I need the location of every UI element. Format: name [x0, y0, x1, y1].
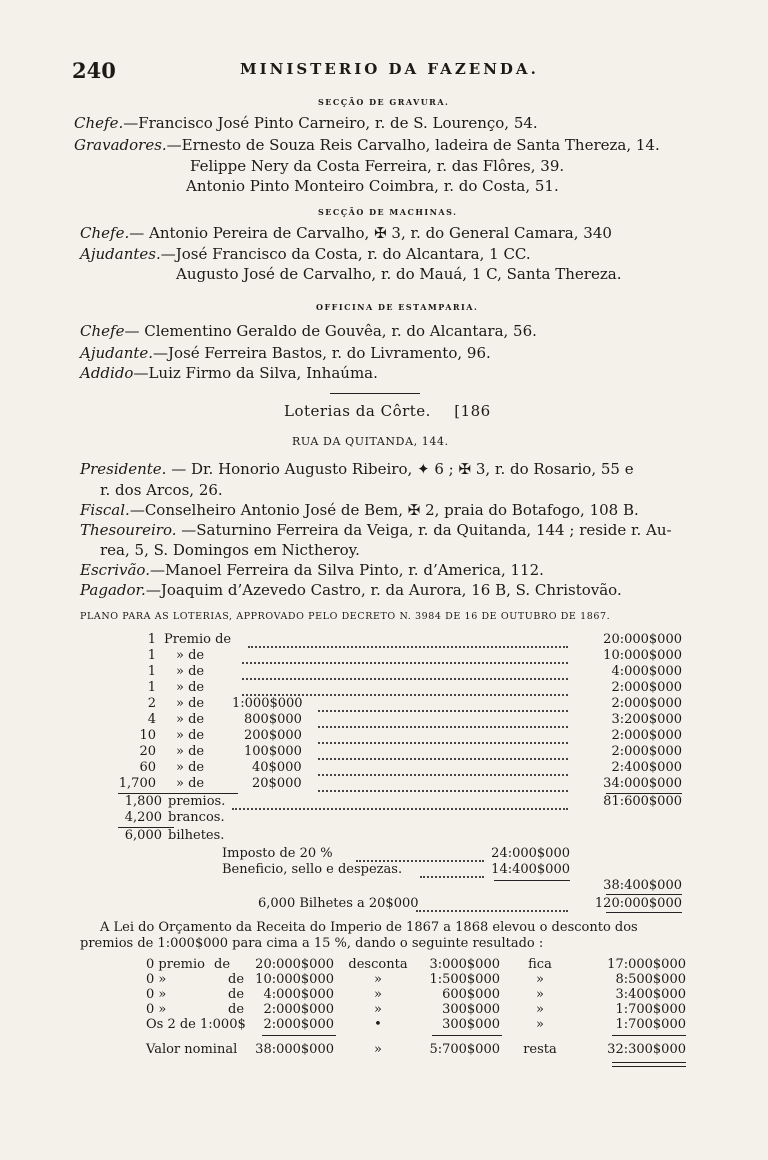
lei-row-value: 4:000$000 — [263, 987, 334, 1002]
brancos-label: brancos. — [168, 810, 225, 825]
lei-row-net: 1:700$000 — [615, 1002, 686, 1017]
lei-total-desc: 5:700$000 — [429, 1042, 500, 1057]
lei-row-verb: • — [374, 1017, 382, 1032]
prize-total: 2:400$000 — [611, 760, 682, 775]
premios-total: 81:600$000 — [603, 794, 682, 809]
gravura-line-3: Felippe Nery da Costa Ferreira, r. das Flôres, 39. — [190, 157, 565, 175]
prize-total: 20:000$000 — [603, 632, 682, 647]
prize-total: 10:000$000 — [603, 648, 682, 663]
lei-row-de: de — [214, 957, 231, 972]
prize-qty: 4 — [147, 712, 156, 727]
role-label: Addido — [80, 364, 134, 382]
section-title-gravura: SECÇÃO DE GRAVURA. — [318, 97, 450, 107]
prize-total: 2:000$000 — [611, 696, 682, 711]
prize-qty: 10 — [139, 728, 156, 743]
leader-dots — [318, 774, 568, 776]
lei-row-label: 0 premio — [146, 957, 205, 972]
lei-row-label: 0 » — [146, 972, 167, 987]
prize-total: 4:000$000 — [611, 664, 682, 679]
loterias-line-5: rea, 5, S. Domingos em Nictheroy. — [100, 541, 360, 559]
loterias-address: RUA DA QUITANDA, 144. — [292, 435, 449, 448]
leader-dots — [318, 758, 568, 760]
prize-word: » de — [176, 712, 205, 727]
lei-line-2: premios de 1:000$000 para cima a 15 %, dando o seguinte resultado : — [80, 936, 544, 951]
role-label: Presidente. — [80, 460, 167, 478]
prize-word: » de — [176, 776, 205, 791]
prize-word: » de — [176, 760, 205, 775]
prize-word: » de — [176, 728, 205, 743]
entry-text: — Antonio Pereira de Carvalho, ✠ 3, r. do General Camara, 340 — [129, 224, 612, 242]
lei-row-net: 17:000$000 — [607, 957, 686, 972]
prize-value: 40$000 — [252, 760, 302, 775]
role-label: Escrivão. — [80, 561, 150, 579]
section-title-estamparia: OFFICINA DE ESTAMPARIA. — [316, 302, 479, 312]
sum-rule — [494, 880, 570, 881]
lei-row-verb: desconta — [348, 957, 408, 972]
loterias-heading: Loterias da Côrte. — [284, 402, 431, 420]
lei-total-verb2: resta — [523, 1042, 557, 1057]
beneficio-value: 14:400$000 — [491, 862, 570, 877]
leader-dots — [318, 742, 568, 744]
lei-row-de: de — [228, 972, 245, 987]
role-label: Chefe. — [80, 224, 130, 242]
subtotal: 38:400$000 — [603, 878, 682, 893]
lei-row-net: 3:400$000 — [615, 987, 686, 1002]
role-label: Gravadores. — [74, 136, 167, 154]
lei-row-verb2: » — [536, 1002, 544, 1017]
role-label: Pagador. — [80, 581, 146, 599]
prize-qty: 1 — [147, 680, 156, 695]
beneficio-label: Beneficio, sello e despezas. — [222, 862, 403, 877]
entry-text: — Dr. Honorio Augusto Ribeiro, ✦ 6 ; ✠ 3, r. do Rosario, 55 e — [166, 460, 634, 478]
leader-dots — [248, 646, 568, 648]
prize-total: 2:000$000 — [611, 680, 682, 695]
entry-text: —José Ferreira Bastos, r. do Livramento, 96. — [153, 344, 491, 362]
prize-value: 1:000$000 — [232, 696, 303, 711]
prize-qty: 1 — [147, 632, 156, 647]
entry-text: — Clementino Geraldo de Gouvêa, r. do Alcantara, 56. — [124, 322, 537, 340]
leader-dots — [232, 808, 568, 810]
prize-qty: 1,700 — [118, 776, 156, 791]
entry-text: —Saturnino Ferreira da Veiga, r. da Quitanda, 144 ; reside r. Au- — [176, 521, 672, 539]
lei-row-verb: » — [374, 1002, 382, 1017]
loterias-year: [186 — [454, 402, 491, 420]
prize-value: 800$000 — [244, 712, 302, 727]
lei-row-verb2: » — [536, 1017, 544, 1032]
sum-rule — [432, 1035, 502, 1036]
entry-text: —Joaquim d’Azevedo Castro, r. da Aurora, 16 B, S. Christovão. — [145, 581, 622, 599]
leader-dots — [242, 678, 568, 680]
prize-value: 100$000 — [244, 744, 302, 759]
premios-label: premios. — [168, 794, 226, 809]
prize-word: » de — [176, 680, 205, 695]
entry-text: —Conselheiro Antonio José de Bem, ✠ 2, praia do Botafogo, 108 B. — [129, 501, 639, 519]
plano-heading: PLANO PARA AS LOTERIAS, APPROVADO PELO DECRETO N. 3984 DE 16 DE OUTUBRO DE 1867. — [80, 611, 611, 622]
lei-row-value: 20:000$000 — [255, 957, 334, 972]
page-number: 240 — [72, 58, 116, 83]
sum-rule — [606, 894, 682, 895]
role-label: Chefe. — [74, 114, 124, 132]
entry-text: —Francisco José Pinto Carneiro, r. de S. Lourenço, 54. — [123, 114, 538, 132]
lei-row-label: 0 » — [146, 1002, 167, 1017]
sum-rule — [612, 1066, 686, 1067]
lei-row-net: 8:500$000 — [615, 972, 686, 987]
prize-word: » de — [176, 744, 205, 759]
lei-row-desc: 300$000 — [442, 1002, 500, 1017]
brancos-qty: 4,200 — [124, 810, 162, 825]
lei-row-desc: 300$000 — [442, 1017, 500, 1032]
sum-rule — [262, 1035, 336, 1036]
lei-row-desc: 1:500$000 — [429, 972, 500, 987]
lei-row-verb2: » — [536, 972, 544, 987]
lei-row-value: 2:000$000 — [263, 1002, 334, 1017]
prize-qty: 1 — [147, 664, 156, 679]
lei-row-verb2: » — [536, 987, 544, 1002]
prize-total: 34:000$000 — [603, 776, 682, 791]
leader-dots — [318, 790, 568, 792]
premios-qty: 1,800 — [124, 794, 162, 809]
leader-dots — [416, 910, 568, 912]
lei-row-label: 0 » — [146, 987, 167, 1002]
lei-row-de: de — [228, 987, 245, 1002]
role-label: Ajudante. — [80, 344, 154, 362]
role-label: Chefe — [80, 322, 125, 340]
prize-total: 2:000$000 — [611, 744, 682, 759]
leader-dots — [242, 662, 568, 664]
bilhetes-qty: 6,000 — [124, 828, 162, 843]
prize-word: » de — [176, 664, 205, 679]
lei-row-net: 1:700$000 — [615, 1017, 686, 1032]
sum-rule — [606, 912, 682, 913]
loterias-line-2: r. dos Arcos, 26. — [100, 481, 223, 499]
imposto-value: 24:000$000 — [491, 846, 570, 861]
entry-text: —José Francisco da Costa, r. do Alcantara, 1 CC. — [160, 245, 531, 263]
prize-qty: 1 — [147, 648, 156, 663]
lei-total-verb: » — [374, 1042, 382, 1057]
prize-value: 200$000 — [244, 728, 302, 743]
lei-row-value: 10:000$000 — [255, 972, 334, 987]
entry-text: —Manoel Ferreira da Silva Pinto, r. d’America, 112. — [149, 561, 544, 579]
prize-value: 20$000 — [252, 776, 302, 791]
prize-word: Premio de — [164, 632, 232, 647]
imposto-label: Imposto de 20 % — [222, 846, 333, 861]
prize-qty: 60 — [139, 760, 156, 775]
machinas-line-3: Augusto José de Carvalho, r. do Mauá, 1 C, Santa Thereza. — [176, 265, 622, 283]
bilhetes-label: bilhetes. — [168, 828, 225, 843]
sum-rule — [612, 1062, 686, 1063]
grand-total: 120:000$000 — [594, 896, 682, 911]
running-title: MINISTERIO DA FAZENDA. — [240, 60, 539, 78]
gravura-line-4: Antonio Pinto Monteiro Coimbra, r. do Costa, 51. — [186, 177, 559, 195]
prize-qty: 2 — [147, 696, 156, 711]
grand-label: 6,000 Bilhetes a 20$000 — [258, 896, 419, 911]
leader-dots — [318, 726, 568, 728]
lei-row-value: 2:000$000 — [263, 1017, 334, 1032]
prize-total: 3:200$000 — [611, 712, 682, 727]
role-label: Thesoureiro. — [80, 521, 177, 539]
lei-row-verb: » — [374, 972, 382, 987]
lei-row-verb2: fica — [528, 957, 552, 972]
lei-row-de: de — [228, 1002, 245, 1017]
leader-dots — [318, 710, 568, 712]
lei-row-desc: 3:000$000 — [429, 957, 500, 972]
sum-rule — [612, 1035, 686, 1036]
entry-text: —Luiz Firmo da Silva, Inhaúma. — [133, 364, 378, 382]
section-title-machinas: SECÇÃO DE MACHINAS. — [318, 207, 458, 217]
lei-row-label: Os 2 de 1:000$ — [146, 1017, 246, 1032]
lei-total-value: 38:000$000 — [255, 1042, 334, 1057]
lei-row-verb: » — [374, 987, 382, 1002]
lei-line-1: A Lei do Orçamento da Receita do Imperio de 1867 a 1868 elevou o desconto dos — [100, 920, 638, 935]
entry-text: —Ernesto de Souza Reis Carvalho, ladeira de Santa Thereza, 14. — [166, 136, 660, 154]
prize-word: » de — [176, 696, 205, 711]
prize-qty: 20 — [139, 744, 156, 759]
role-label: Fiscal. — [80, 501, 130, 519]
lei-total-label: Valor nominal — [146, 1042, 238, 1057]
lei-row-desc: 600$000 — [442, 987, 500, 1002]
prize-word: » de — [176, 648, 205, 663]
lei-total-net: 32:300$000 — [607, 1042, 686, 1057]
role-label: Ajudantes. — [80, 245, 161, 263]
prize-total: 2:000$000 — [611, 728, 682, 743]
